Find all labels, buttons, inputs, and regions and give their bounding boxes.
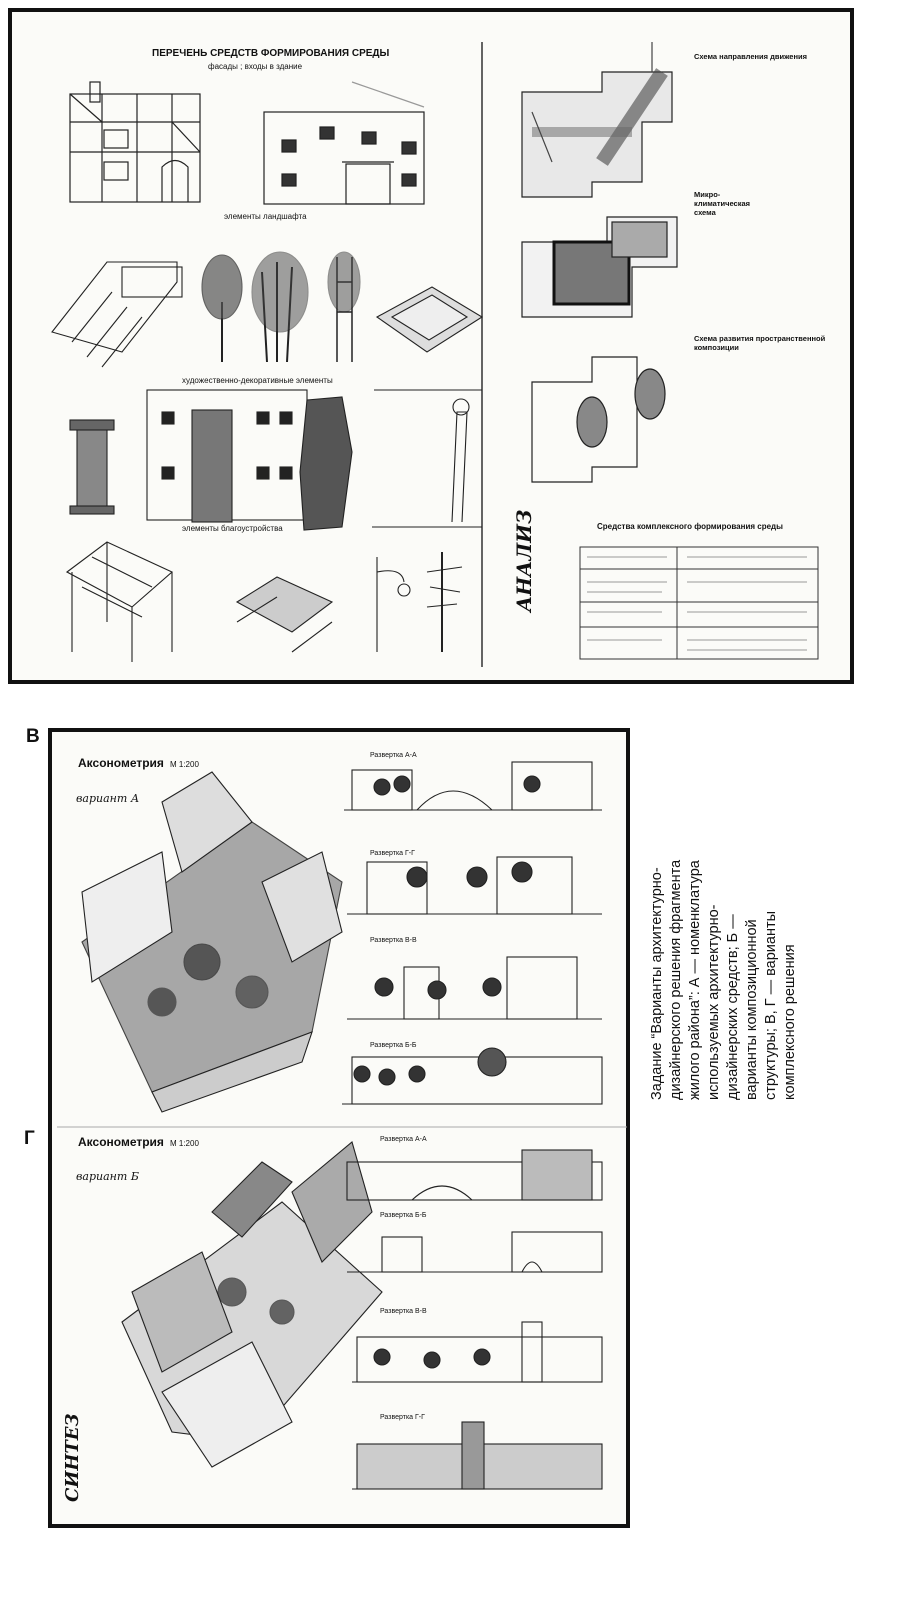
analysis-stamp: АНАЛИЗ <box>512 509 536 612</box>
decor-heading: художественно-декоративные элементы <box>182 376 333 385</box>
variant-b: вариант Б <box>76 1170 139 1183</box>
axon-a-title: Аксонометрия <box>78 756 164 770</box>
sheet-analysis <box>8 8 854 684</box>
micro-scheme-title: Микро-климатическая схема <box>694 190 751 217</box>
axon-b-scale: М 1:200 <box>170 1139 199 1148</box>
axon-a-scale: М 1:200 <box>170 760 199 769</box>
movement-scheme <box>522 42 672 197</box>
sheet-a-subtitle: фасады ; входы в здание <box>208 62 303 71</box>
sweep-a-1: Развертка А-А <box>370 752 417 759</box>
sheet-a-title: ПЕРЕЧЕНЬ СРЕДСТВ ФОРМИРОВАНИЯ СРЕДЫ <box>152 48 390 59</box>
improvement-heading: элементы благоустройства <box>182 524 283 533</box>
micro-climate-scheme <box>522 217 677 317</box>
means-table <box>580 547 818 659</box>
axonometry-b <box>122 1142 382 1467</box>
sweep-b-2: Развертка Б-Б <box>380 1212 427 1219</box>
sweep-b-4: Развертка Г-Г <box>380 1414 425 1421</box>
improvement-drawings <box>67 542 462 662</box>
sweep-a-4: Развертка Б-Б <box>370 1042 417 1049</box>
spatial-scheme <box>532 357 665 482</box>
decor-drawings <box>70 390 482 530</box>
variant-a: вариант А <box>76 792 140 805</box>
sheet-synthesis <box>48 728 630 1528</box>
sweeps-b <box>347 1150 602 1489</box>
facade-drawing-1 <box>70 82 200 202</box>
axon-b-title: Аксонометрия <box>78 1135 164 1149</box>
panel-label-g: Г <box>24 1128 35 1149</box>
sweep-b-3: Развертка В-В <box>380 1308 427 1315</box>
sweep-a-3: Развертка В-В <box>370 937 417 944</box>
synthesis-stamp: СИНТЕЗ <box>62 1413 83 1502</box>
axonometry-a <box>82 772 342 1112</box>
sweep-a-2: Развертка Г-Г <box>370 850 415 857</box>
figure-caption: Задание “Варианты архитектурно-дизайнерского решения фрагмента жилого района”: А — номенклатура используемых архитектурно-дизайнерских средств; Б — варианты композиционной структуры; В, Г — варианты комплексного решения <box>649 859 798 1100</box>
movement-scheme-title: Схема направления движения <box>694 52 807 61</box>
sweeps-a <box>342 762 602 1104</box>
table-title: Средства комплексного формирования среды <box>597 522 783 531</box>
landscape-heading: элементы ландшафта <box>224 212 307 221</box>
sheet-synthesis-drawings <box>52 732 634 1532</box>
panel-label-v: В <box>26 726 40 747</box>
landscape-drawings <box>52 252 482 367</box>
spatial-scheme-title: Схема развития пространственной композиции <box>694 334 826 352</box>
sweep-b-1: Развертка А-А <box>380 1136 427 1143</box>
facade-drawing-2 <box>264 82 424 204</box>
